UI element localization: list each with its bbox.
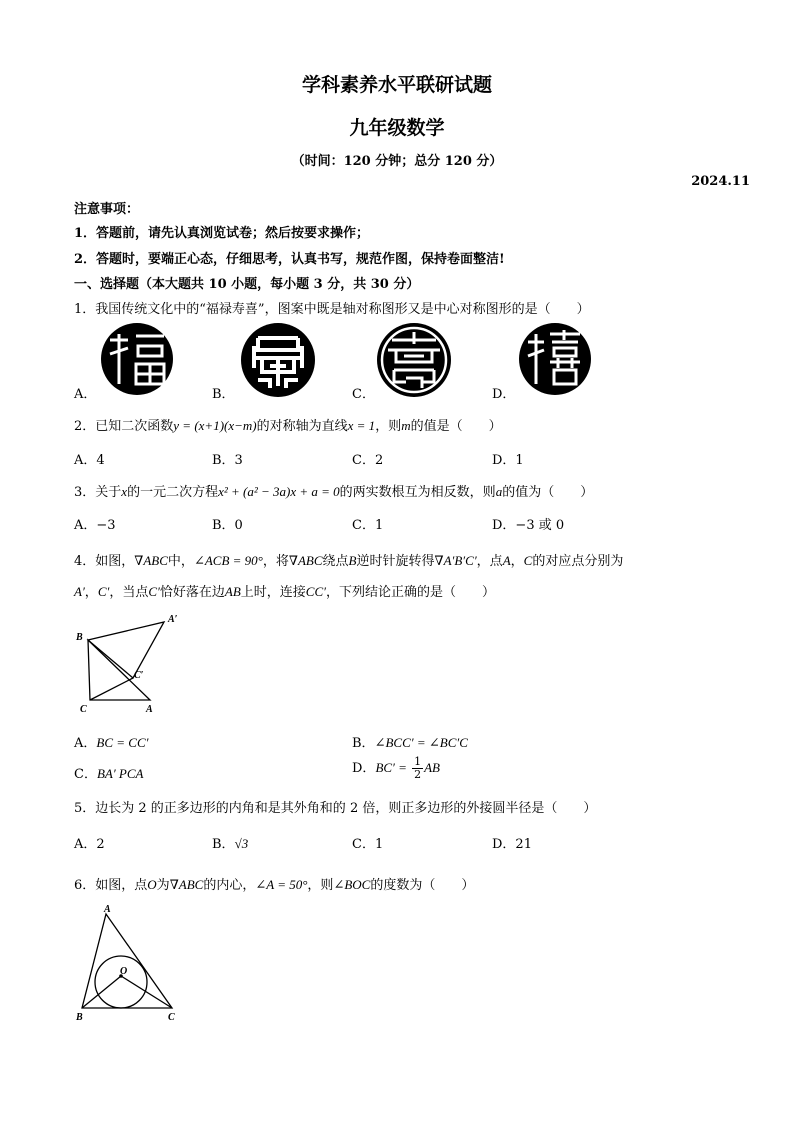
question-5-stem: 5．边长为 2 的正多边形的内角和是其外角和的 2 倍，则正多边形的外接圆半径是（ ）	[74, 801, 597, 816]
label-c-prime: C′	[134, 670, 144, 681]
q4-option-d: D．BC′ = $\frac{1}{2}$ AB	[352, 755, 440, 781]
question-4-line-2: A′，C′，当点C′恰好落在边AB上时，连接CC′，下列结论正确的是（ ）	[74, 584, 495, 600]
label-c: C	[80, 704, 87, 715]
time-note: （时间：120 分钟；总分 120 分）	[291, 154, 503, 169]
triangle-a-prime-b-c-prime	[88, 622, 164, 678]
shou-character-icon	[376, 322, 452, 398]
q1-option-a: A．	[74, 387, 97, 402]
page-title: 学科素养水平联研试题	[301, 74, 492, 96]
label-c: C	[168, 1012, 175, 1023]
q3-option-a: A．−3	[74, 518, 116, 533]
question-1-stem: 1．我国传统文化中的“福禄寿喜”，图案中既是轴对称图形又是中心对称图形的是（ ）	[74, 302, 590, 317]
q2-option-d: D．1	[492, 453, 524, 468]
notice-heading: 注意事项：	[74, 202, 140, 217]
lu-character-icon	[240, 322, 316, 398]
q2-option-a: A．4	[74, 453, 105, 468]
q5-option-c: C．1	[352, 837, 384, 852]
notice-item-2: 2．答题时，要端正心态，仔细思考，认真书写，规范作图，保持卷面整洁!	[74, 252, 505, 267]
label-a: A	[104, 904, 111, 915]
q2-option-b: B．3	[212, 453, 243, 468]
q5-option-b: B．√3	[212, 836, 249, 852]
q4-figure	[74, 612, 194, 717]
question-4-line-1: 4．如图，∇ABC中，∠ACB = 90°，将∇ABC绕点B逆时针旋转得∇A′B′C′，点A，C的对应点分别为	[74, 553, 624, 569]
label-a: A	[146, 704, 153, 715]
segment-cc-prime	[90, 678, 133, 700]
question-2-stem: 2．已知二次函数y = (x+1)(x−m)的对称轴为直线x = 1，则m的值是（ ）	[74, 418, 502, 434]
fu-character-icon	[100, 322, 174, 396]
question-3-stem: 3．关于x的一元二次方程x² + (a² − 3a)x + a = 0的两实数根互为相反数，则a的值为（ ）	[74, 484, 594, 500]
section-heading: 一、选择题（本大题共 10 小题，每小题 3 分，共 30 分）	[74, 277, 420, 292]
q1-option-c: C．	[352, 387, 375, 402]
question-6-stem: 6．如图，点O为∇ABC的内心，∠A = 50°，则∠BOC的度数为（ ）	[74, 877, 475, 893]
notice-item-1: 1．答题前，请先认真浏览试卷；然后按要求操作；	[74, 226, 370, 241]
page-subtitle: 九年级数学	[349, 117, 445, 139]
q3-option-d: D．−3 或 0	[492, 518, 565, 533]
q2-option-c: C．2	[352, 453, 384, 468]
label-o: O	[120, 966, 128, 977]
q1-option-d: D．	[492, 387, 516, 402]
xi-character-icon	[518, 322, 592, 396]
q5-option-a: A．2	[74, 837, 105, 852]
label-a-prime: A′	[168, 614, 178, 625]
q4-option-a: A．BC = CC′	[74, 735, 149, 751]
q6-figure	[74, 902, 189, 1027]
segment-bo	[82, 976, 121, 1008]
q4-option-c: C．BA′ PCA	[74, 766, 144, 782]
q1-option-b: B．	[212, 387, 235, 402]
q4-option-b: B．∠BCC′ = ∠BC′C	[352, 735, 468, 751]
label-b: B	[76, 1012, 83, 1023]
q5-option-d: D．21	[492, 837, 532, 852]
exam-date: 2024.11	[691, 174, 750, 189]
q3-option-b: B．0	[212, 518, 243, 533]
q3-option-c: C．1	[352, 518, 384, 533]
incircle	[95, 956, 147, 1008]
label-b: B	[76, 632, 83, 643]
triangle-abc	[82, 914, 172, 1008]
